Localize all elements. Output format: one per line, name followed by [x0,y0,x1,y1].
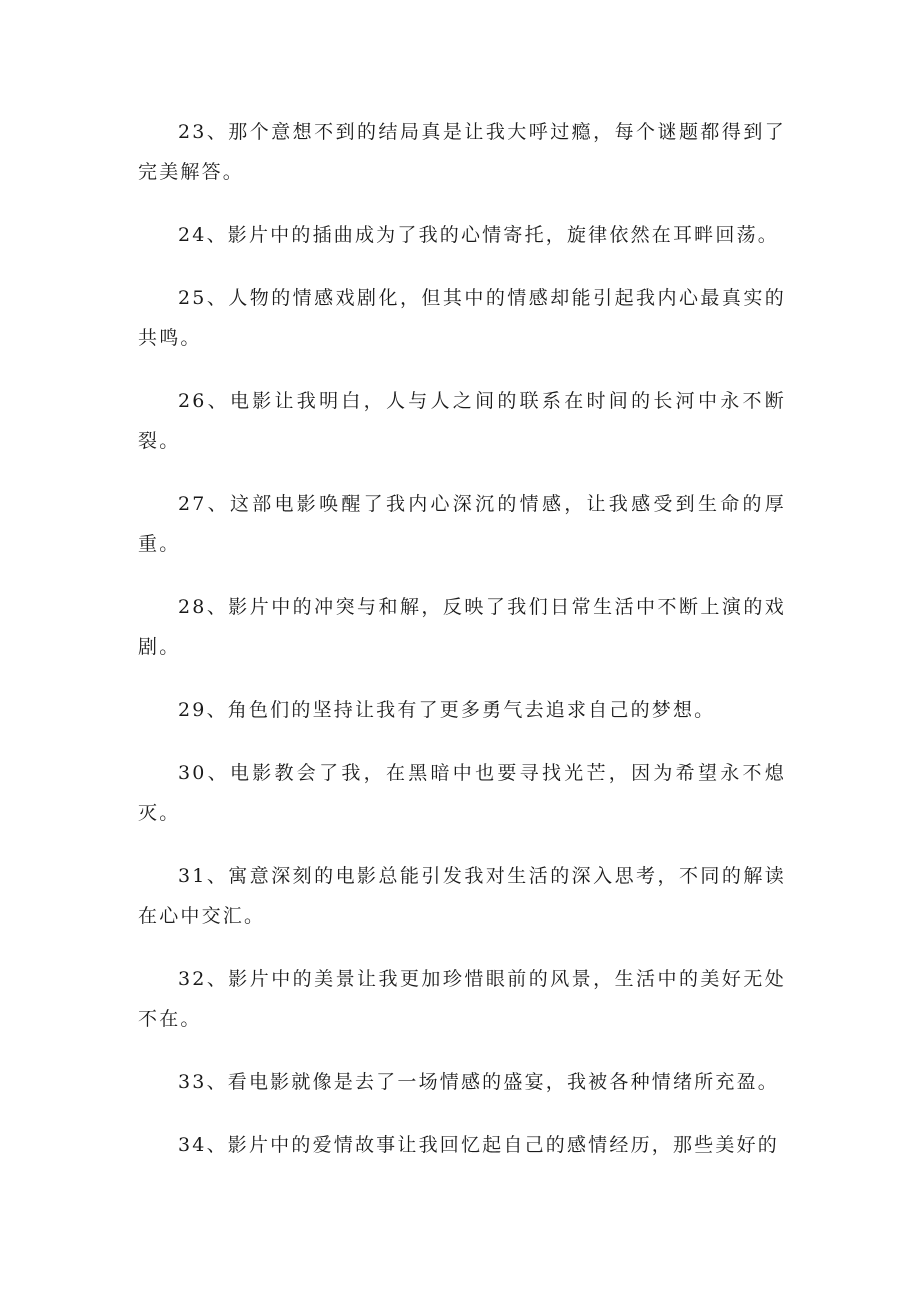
text-column [138,112,786,1188]
paragraph-26: 26、电影让我明白，人与人之间的联系在时间的长河中永不断裂。 [138,390,786,452]
paragraph-28: 28、影片中的冲突与和解，反映了我们日常生活中不断上演的戏剧。 [138,596,786,658]
paragraph-34: 34、影片中的爱情故事让我回忆起自己的感情经历，那些美好的 [178,1134,779,1156]
paragraph-32: 32、影片中的美景让我更加珍惜眼前的风景，生活中的美好无处不在。 [138,968,786,1030]
paragraph-27: 27、这部电影唤醒了我内心深沉的情感，让我感受到生命的厚重。 [138,493,786,555]
paragraph-25: 25、人物的情感戏剧化，但其中的情感却能引起我内心最真实的共鸣。 [138,287,786,349]
paragraph-29: 29、角色们的坚持让我有了更多勇气去追求自己的梦想。 [178,699,716,721]
paragraph-24: 24、影片中的插曲成为了我的心情寄托，旋律依然在耳畔回荡。 [178,224,779,246]
paragraph-23: 23、那个意想不到的结局真是让我大呼过瘾，每个谜题都得到了完美解答。 [138,121,786,183]
paragraph-33: 33、看电影就像是去了一场情感的盛宴，我被各种情绪所充盈。 [178,1071,779,1093]
paragraph-31: 31、寓意深刻的电影总能引发我对生活的深入思考，不同的解读在心中交汇。 [138,865,786,927]
paragraph-30: 30、电影教会了我，在黑暗中也要寻找光芒，因为希望永不熄灭。 [138,762,786,824]
